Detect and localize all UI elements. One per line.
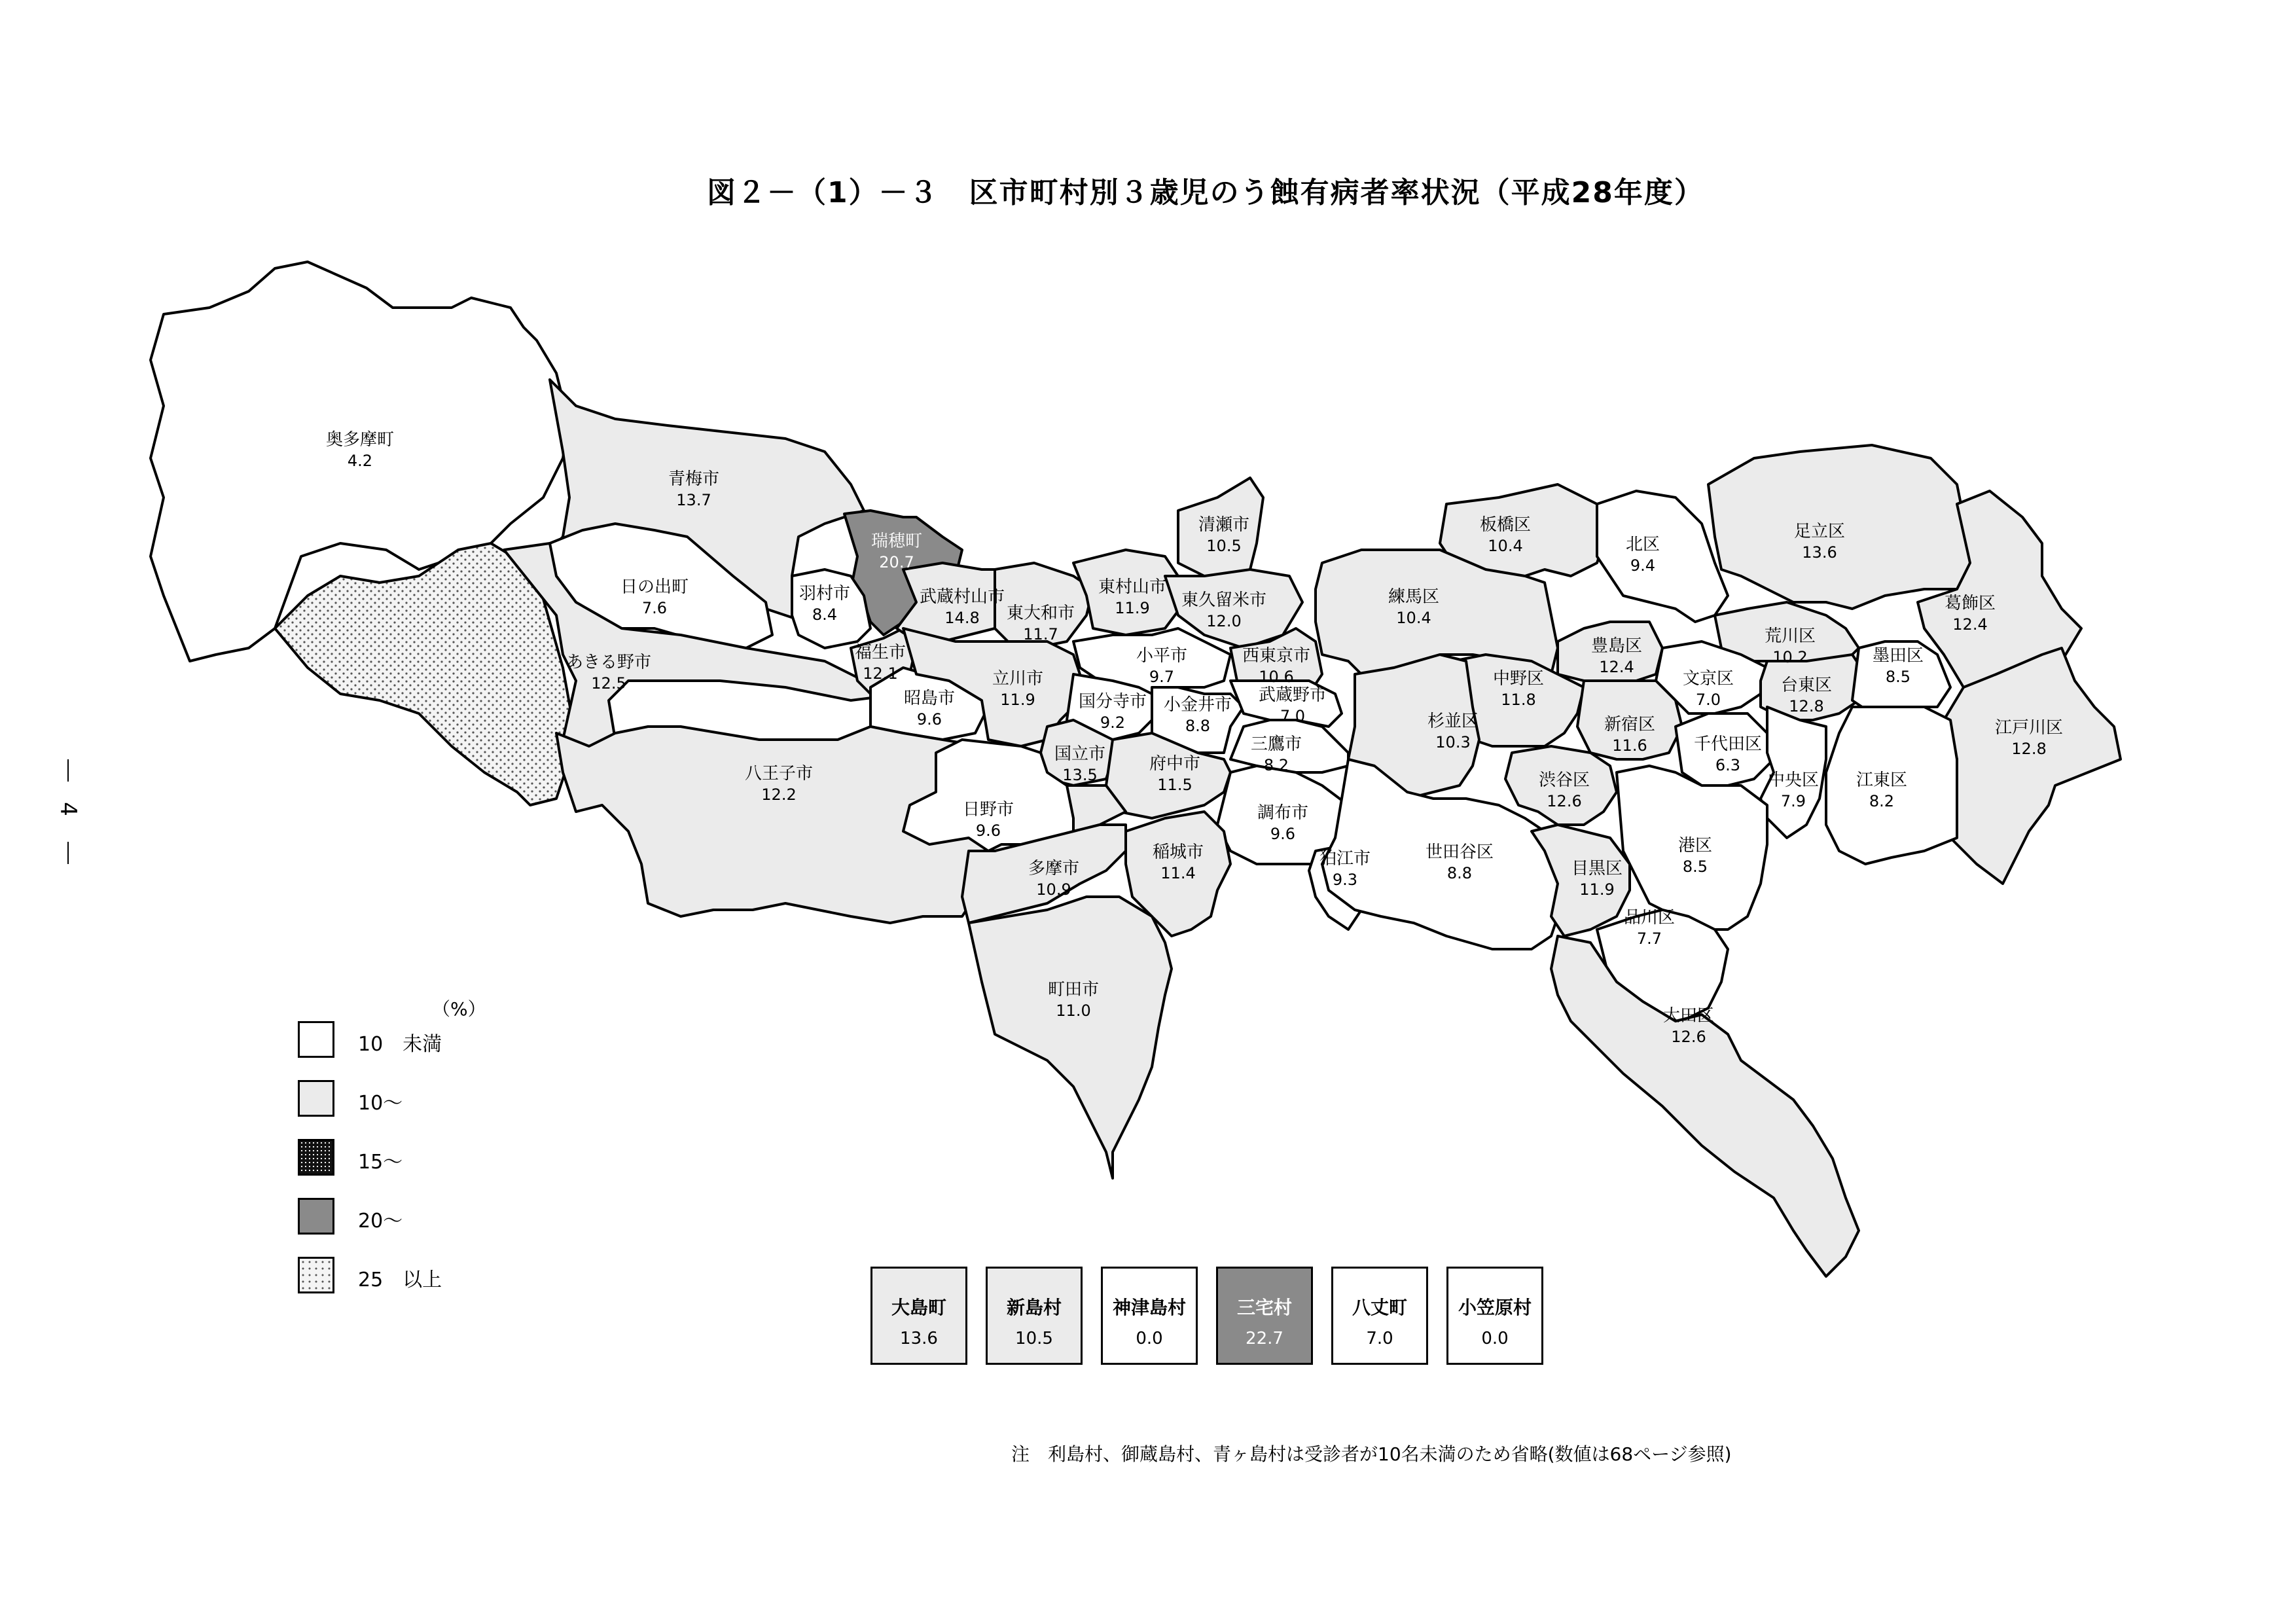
area-name-label: 葛飾区 <box>1944 594 1996 613</box>
area-value-label: 10.6 <box>1259 668 1294 686</box>
area-value-label: 9.7 <box>1149 668 1175 686</box>
area-value-label: 11.9 <box>1000 691 1035 709</box>
area-name-label: 八王子市 <box>744 764 814 784</box>
area-name-label: 奥多摩町 <box>325 430 395 450</box>
area-value-label: 20.7 <box>879 553 914 571</box>
legend-swatch <box>298 1198 334 1235</box>
area-value-label: 8.8 <box>1185 717 1211 735</box>
area-name-label: 東大和市 <box>1006 604 1075 623</box>
area-name-label: 品川区 <box>1623 908 1676 928</box>
legend-item <box>298 1257 560 1295</box>
area-name-label: 文京区 <box>1682 669 1734 689</box>
area-name-label: 瑞穂町 <box>870 532 923 551</box>
area-value-label: 9.2 <box>1100 713 1126 732</box>
legend-label: 10～ <box>358 1092 403 1115</box>
area-value-label: 10.9 <box>1036 880 1071 899</box>
area-name-label: 千代田区 <box>1693 734 1763 754</box>
area-value-label: 13.5 <box>1062 766 1098 784</box>
area-name-label: 大田区 <box>1662 1006 1715 1026</box>
area-value-label: 10.4 <box>1396 609 1431 627</box>
island-box <box>1446 1267 1543 1365</box>
area-name-label: 江東区 <box>1856 770 1908 790</box>
area-name-label: 府中市 <box>1149 754 1201 774</box>
area-name-label: 昭島市 <box>903 689 956 708</box>
area-value-label: 11.9 <box>1579 880 1615 899</box>
area-value-label: 8.2 <box>1263 756 1289 774</box>
area-value-label: 13.7 <box>676 491 711 509</box>
legend-item <box>298 1198 560 1236</box>
area-value-label: 13.6 <box>1802 543 1837 562</box>
legend-swatch <box>298 1139 334 1176</box>
area-name-label: 台東区 <box>1780 676 1833 695</box>
legend-item <box>298 1080 560 1118</box>
area-name-label: 江戸川区 <box>1994 718 2064 738</box>
area-name-label: 三鷹市 <box>1250 734 1302 754</box>
area-name-label: 武蔵野市 <box>1258 685 1327 705</box>
area-value-label: 12.8 <box>2011 740 2047 758</box>
legend-swatch <box>298 1080 334 1117</box>
area-name-label: 東久留米市 <box>1181 590 1267 610</box>
area-value-label: 11.7 <box>1023 625 1058 643</box>
area-value-label: 9.6 <box>1270 825 1296 843</box>
area-value-label: 12.2 <box>761 785 797 804</box>
area-value-label: 11.5 <box>1157 776 1193 794</box>
island-name: 新島村 <box>1006 1297 1062 1318</box>
area-name-label: あきる野市 <box>565 653 652 672</box>
area-value-label: 8.5 <box>1885 668 1911 686</box>
area-value-label: 8.8 <box>1446 864 1473 882</box>
island-name: 八丈町 <box>1352 1297 1407 1318</box>
island-value: 7.0 <box>1366 1329 1393 1348</box>
legend-item <box>298 1139 560 1177</box>
legend-unit: （%） <box>432 998 486 1020</box>
area-name-label: 墨田区 <box>1872 646 1924 666</box>
area-value-label: 12.1 <box>863 664 898 683</box>
area-name-label: 多摩市 <box>1028 859 1080 878</box>
area-value-label: 10.4 <box>1488 537 1523 555</box>
area-value-label: 7.6 <box>641 599 668 617</box>
figure-title: 図２－（1）－３ 区市町村別３歳児のう蝕有病者率状況（平成28年度） <box>707 176 1704 209</box>
area-name-label: 福生市 <box>854 643 906 662</box>
area-name-label: 杉並区 <box>1427 712 1479 731</box>
area-name-label: 新宿区 <box>1604 715 1656 734</box>
area-value-label: 10.5 <box>1206 537 1242 555</box>
area-name-label: 中央区 <box>1767 770 1820 790</box>
area-value-label: 9.6 <box>975 821 1001 840</box>
area-name-label: 西東京市 <box>1242 646 1311 666</box>
area-name-label: 目黒区 <box>1571 859 1623 878</box>
area-value-label: 9.6 <box>916 710 942 729</box>
area-name-label: 東村山市 <box>1098 577 1167 597</box>
area-name-label: 国分寺市 <box>1078 692 1147 712</box>
area-name-label: 港区 <box>1677 836 1713 856</box>
area-value-label: 12.6 <box>1547 792 1582 810</box>
area-value-label: 7.9 <box>1780 792 1806 810</box>
page-number-text: 4 <box>55 802 81 816</box>
area-value-label: 12.4 <box>1599 658 1634 676</box>
legend <box>298 995 560 1303</box>
area-name-label: 青梅市 <box>668 469 720 489</box>
area-name-label: 荒川区 <box>1764 626 1816 646</box>
area-value-label: 12.8 <box>1789 697 1824 715</box>
area-name-label: 板橋区 <box>1479 515 1532 535</box>
area-value-label: 9.4 <box>1630 556 1656 575</box>
legend-label: 20～ <box>358 1210 403 1233</box>
area-name-label: 日の出町 <box>620 577 689 597</box>
island-box <box>870 1267 967 1365</box>
region-40 <box>1944 648 2121 884</box>
area-name-label: 小平市 <box>1136 646 1188 666</box>
area-value-label: 11.6 <box>1612 736 1647 755</box>
area-name-label: 練馬区 <box>1388 587 1440 607</box>
legend-swatch <box>298 1021 334 1058</box>
area-name-label: 調布市 <box>1257 803 1309 823</box>
island-box <box>1216 1267 1313 1365</box>
area-value-label: 8.5 <box>1682 857 1708 876</box>
area-value-label: 12.5 <box>591 674 626 693</box>
island-name: 大島町 <box>891 1297 946 1318</box>
legend-label: 15～ <box>358 1151 403 1174</box>
area-value-label: 9.3 <box>1332 871 1358 889</box>
area-name-label: 足立区 <box>1793 522 1846 541</box>
legend-item <box>298 1021 560 1059</box>
island-box <box>1101 1267 1198 1365</box>
area-name-label: 羽村市 <box>798 584 851 604</box>
area-value-label: 7.0 <box>1695 691 1721 709</box>
area-value-label: 11.8 <box>1501 691 1536 709</box>
area-name-label: 渋谷区 <box>1538 770 1590 790</box>
area-value-label: 14.8 <box>944 609 980 627</box>
island-value: 0.0 <box>1481 1329 1509 1348</box>
area-value-label: 7.7 <box>1636 929 1662 948</box>
island-name: 神津島村 <box>1112 1297 1186 1318</box>
region-31 <box>1597 491 1728 622</box>
island-panel <box>870 1267 1545 1371</box>
area-value-label: 8.2 <box>1869 792 1895 810</box>
area-name-label: 国立市 <box>1054 744 1106 764</box>
island-value: 13.6 <box>900 1329 938 1348</box>
area-value-label: 8.4 <box>812 605 838 624</box>
legend-label: 25 以上 <box>358 1269 442 1291</box>
area-name-label: 稲城市 <box>1152 842 1204 862</box>
area-value-label: 10.2 <box>1772 648 1808 666</box>
area-name-label: 武蔵村山市 <box>919 587 1005 607</box>
area-name-label: 清瀬市 <box>1198 515 1250 535</box>
area-name-label: 狛江市 <box>1319 849 1371 869</box>
area-name-label: 豊島区 <box>1590 636 1643 656</box>
island-box <box>986 1267 1083 1365</box>
area-value-label: 11.0 <box>1056 1001 1091 1020</box>
area-value-label: 4.2 <box>347 452 373 470</box>
area-name-label: 立川市 <box>992 669 1044 689</box>
footnote: 注 利島村、御蔵島村、青ヶ島村は受診者が10名未満のため省略(数値は68ページ参照) <box>1011 1443 1732 1465</box>
area-name-label: 日野市 <box>962 800 1014 820</box>
area-value-label: 12.6 <box>1671 1028 1706 1046</box>
area-value-label: 6.3 <box>1715 756 1741 774</box>
area-value-label: 11.4 <box>1160 864 1196 882</box>
legend-label: 10 未満 <box>358 1033 442 1056</box>
area-name-label: 中野区 <box>1492 669 1545 689</box>
island-box <box>1331 1267 1428 1365</box>
area-value-label: 12.4 <box>1952 615 1988 634</box>
area-name-label: 小金井市 <box>1163 695 1232 715</box>
area-name-label: 北区 <box>1625 535 1660 554</box>
island-value: 10.5 <box>1015 1329 1053 1348</box>
area-value-label: 11.9 <box>1115 599 1150 617</box>
island-value: 22.7 <box>1246 1329 1283 1348</box>
area-name-label: 世田谷区 <box>1425 842 1494 862</box>
region-29 <box>969 897 1172 1178</box>
island-value: 0.0 <box>1136 1329 1163 1348</box>
legend-swatch <box>298 1257 334 1293</box>
area-value-label: 7.0 <box>1280 707 1306 725</box>
area-value-label: 12.0 <box>1206 612 1242 630</box>
area-name-label: 町田市 <box>1047 980 1100 1000</box>
island-name: 三宅村 <box>1236 1297 1292 1318</box>
island-name: 小笠原村 <box>1458 1297 1532 1318</box>
area-value-label: 10.3 <box>1435 733 1471 751</box>
